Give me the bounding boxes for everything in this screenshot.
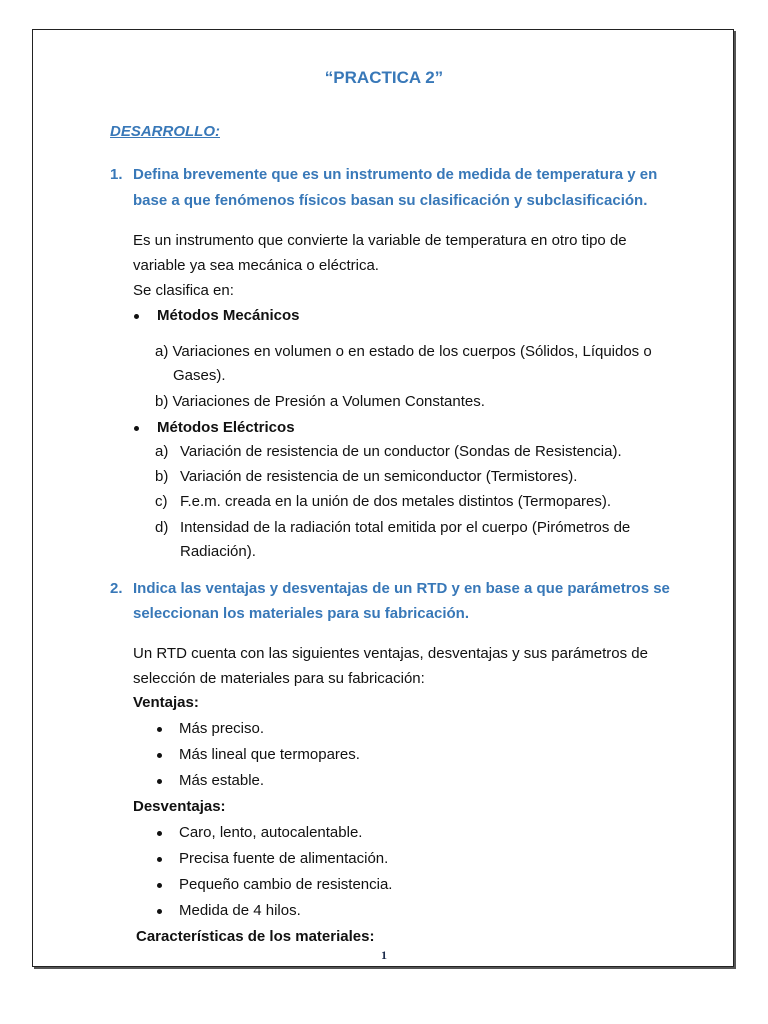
question-2-number: 2. — [110, 580, 123, 597]
page-shadow-bottom — [34, 967, 736, 969]
bullet-icon — [134, 426, 139, 431]
advantages-title: Ventajas: — [133, 694, 199, 711]
question-1-line-2: base a que fenómenos físicos basan su clasificación y subclasificación. — [133, 192, 648, 209]
bullet-icon — [157, 857, 162, 862]
electrical-item-c: F.e.m. creada en la unión de dos metales distintos (Termopares). — [180, 493, 612, 510]
answer-1-line-3: Se clasifica en: — [133, 282, 234, 299]
bullet-icon — [157, 727, 162, 732]
mechanical-item-a-line-1: a) Variaciones en volumen o en estado de los cuerpos (Sólidos, Líquidos o — [155, 343, 652, 360]
electrical-item-d-line-1: Intensidad de la radiación total emitida por el cuerpo (Pirómetros de — [180, 519, 631, 536]
mechanical-methods-title: Métodos Mecánicos — [157, 307, 300, 324]
bullet-icon — [157, 779, 162, 784]
question-2-line-2: seleccionan los materiales para su fabricación. — [133, 605, 469, 622]
electrical-methods-title: Métodos Eléctricos — [157, 419, 295, 436]
page-number: 1 — [381, 948, 387, 962]
advantage-item: Más estable. — [179, 772, 265, 789]
bullet-icon — [157, 753, 162, 758]
disadvantage-item: Precisa fuente de alimentación. — [179, 850, 389, 867]
disadvantage-item: Caro, lento, autocalentable. — [179, 824, 363, 841]
electrical-item-d-label: d) — [155, 519, 169, 536]
electrical-item-a-label: a) — [155, 443, 169, 460]
disadvantage-item: Medida de 4 hilos. — [179, 902, 301, 919]
mechanical-item-b: b) Variaciones de Presión a Volumen Constantes. — [155, 393, 485, 410]
bullet-icon — [157, 883, 162, 888]
question-2-line-1: Indica las ventajas y desventajas de un RTD y en base a que parámetros se — [133, 580, 670, 597]
section-heading: DESARROLLO: — [110, 123, 220, 140]
question-1-number: 1. — [110, 166, 123, 183]
answer-1-line-1: Es un instrumento que convierte la variable de temperatura en otro tipo de — [133, 232, 627, 249]
electrical-item-b: Variación de resistencia de un semiconductor (Termistores). — [180, 468, 578, 485]
disadvantage-item: Pequeño cambio de resistencia. — [179, 876, 393, 893]
materials-characteristics-title: Características de los materiales: — [136, 928, 375, 945]
electrical-item-b-label: b) — [155, 468, 169, 485]
answer-2-line-2: selección de materiales para su fabricación: — [133, 670, 425, 687]
electrical-item-c-label: c) — [155, 493, 168, 510]
answer-1-line-2: variable ya sea mecánica o eléctrica. — [133, 257, 379, 274]
answer-2-line-1: Un RTD cuenta con las siguientes ventajas, desventajas y sus parámetros de — [133, 645, 648, 662]
bullet-icon — [157, 831, 162, 836]
advantage-item: Más lineal que termopares. — [179, 746, 360, 763]
disadvantages-title: Desventajas: — [133, 798, 226, 815]
page-shadow-right — [734, 31, 736, 969]
advantage-item: Más preciso. — [179, 720, 265, 737]
electrical-item-d-line-2: Radiación). — [180, 543, 256, 560]
bullet-icon — [134, 314, 139, 319]
document-title: “PRACTICA 2” — [324, 68, 444, 87]
question-1-line-1: Defina brevemente que es un instrumento de medida de temperatura y en — [133, 166, 658, 183]
mechanical-item-a-line-2: Gases). — [173, 367, 226, 384]
electrical-item-a: Variación de resistencia de un conductor (Sondas de Resistencia). — [180, 443, 622, 460]
bullet-icon — [157, 909, 162, 914]
